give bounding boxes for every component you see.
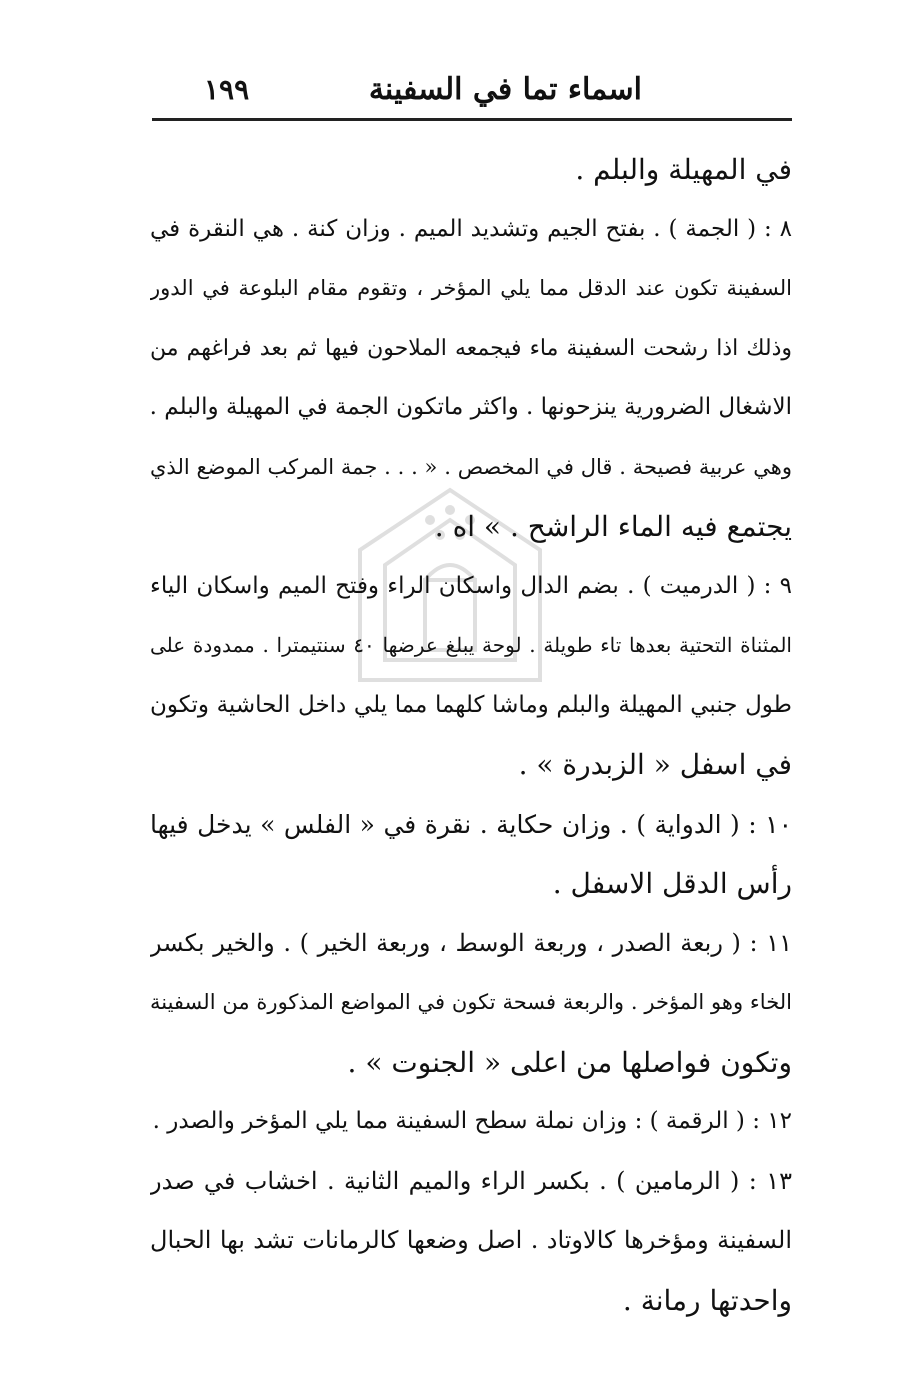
running-title: اسماء تما في السفينة bbox=[368, 72, 642, 107]
text-line: الاشغال الضرورية ينزحونها . واكثر ماتكون الجمة في المهيلة والبلم . bbox=[150, 394, 792, 420]
page-body bbox=[150, 140, 792, 1330]
text-line: ٨ : ( الجمة ) . بفتح الجيم وتشديد الميم . وزان كنة . هي النقرة في bbox=[150, 215, 792, 242]
text-line: في اسفل « الزبدرة » . bbox=[518, 748, 792, 781]
text-line: في المهيلة والبلم . bbox=[575, 153, 792, 186]
page-header bbox=[152, 62, 792, 116]
text-line: ١٢ : ( الرقمة ) : وزان نملة سطح السفينة مما يلي المؤخر والصدر . bbox=[152, 1108, 792, 1134]
text-line: طول جنبي المهيلة والبلم وماشا كلهما مما يلي داخل الحاشية وتكون bbox=[150, 691, 792, 718]
text-line: السفينة تكون عند الدقل مما يلي المؤخر ، وتقوم مقام البلوعة في الدور bbox=[150, 276, 792, 300]
page-number: ١٩٩ bbox=[204, 73, 250, 106]
text-line: وهي عربية فصيحة . قال في المخصص . « . . . جمة المركب الموضع الذي bbox=[150, 454, 792, 479]
text-line: ١٠ : ( الدواية ) . وزان حكاية . نقرة في « الفلس » يدخل فيها bbox=[150, 809, 792, 839]
text-line: السفينة ومؤخرها كالاوتاد . اصل وضعها كالرمانات تشد بها الحبال bbox=[150, 1226, 792, 1254]
text-line: ١١ : ( ربعة الصدر ، وربعة الوسط ، وربعة الخير ) . والخير بكسر bbox=[150, 928, 792, 957]
text-line: رأس الدقل الاسفل . bbox=[552, 867, 792, 900]
text-line: المثناة التحتية بعدها تاء طويلة . لوحة يبلغ عرضها ٤٠ سنتيمترا . ممدودة على bbox=[150, 633, 792, 657]
text-line: ١٣ : ( الرمامين ) . بكسر الراء والميم الثانية . اخشاب في صدر bbox=[150, 1166, 792, 1195]
header-rule bbox=[152, 118, 792, 121]
text-line: ٩ : ( الدرميت ) . بضم الدال واسكان الراء وفتح الميم واسكان الياء bbox=[150, 572, 792, 599]
text-line: يجتمع فيه الماء الراشح . » اه . bbox=[434, 510, 792, 543]
text-line: واحدتها رمانة . bbox=[622, 1283, 792, 1317]
text-line: وتكون فواصلها من اعلى « الجنوت » . bbox=[347, 1045, 792, 1079]
text-line: الخاء وهو المؤخر . والربعة فسحة تكون في المواضع المذكورة من السفينة bbox=[150, 990, 792, 1014]
text-line: وذلك اذا رشحت السفينة ماء فيجمعه الملاحون فيها ثم بعد فراغهم من bbox=[150, 335, 792, 361]
